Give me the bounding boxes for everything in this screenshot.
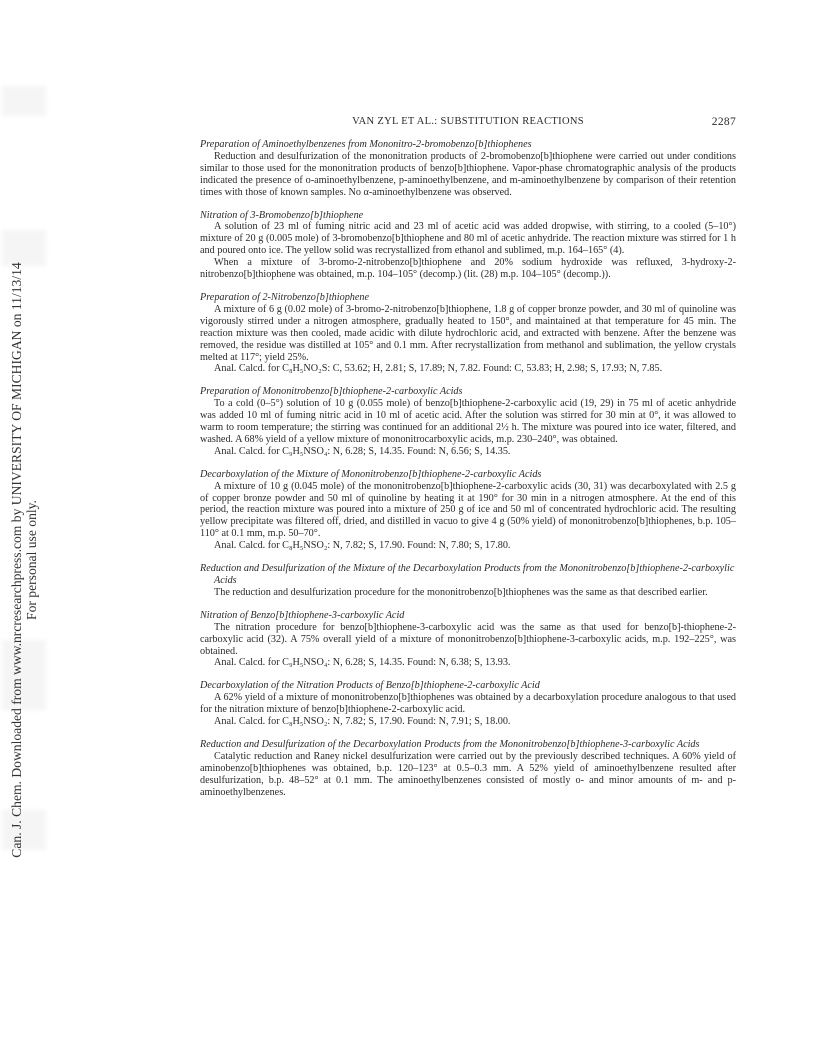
page-header bbox=[200, 116, 736, 130]
section-mononitro-2-carboxylic bbox=[200, 386, 736, 457]
section-title: Preparation of Aminoethylbenzenes from Mononitro-2-bromobenzo[b]thiophenes bbox=[200, 139, 532, 150]
page-number: 2287 bbox=[711, 116, 736, 128]
section-nitration-3-bromo bbox=[200, 210, 736, 281]
section-decarboxylation-2-carboxylic bbox=[200, 469, 736, 552]
paragraph: A solution of 23 ml of fuming nitric acid and 23 ml of acetic acid was added dropwise, with stirring, to a cooled (5–10°) mixture of 20 g (0.005 mole) of 3-bromobenzo[b]thiophene and 80 ml of acetic anhydride. The reaction mixture was stirred for 1 h and poured onto ice. The yellow solid was recrystallized from ethanol and sublimed, m.p. 164–165° (4). bbox=[200, 221, 736, 257]
paragraph: The reduction and desulfurization procedure for the mononitrobenzo[b]thiophenes was the same as that described earlier. bbox=[214, 586, 708, 598]
analysis-line: Anal. Calcd. for C₉H₅NSO₄: N, 6.28; S, 14.35. Found: N, 6.56; S, 14.35. bbox=[214, 445, 511, 457]
paragraph: A 62% yield of a mixture of mononitrobenzo[b]thiophenes was obtained by a decarboxylation procedure analogous to that used for the nitration mixture of benzo[b]thiophene-2-carboxylic acid. bbox=[200, 692, 736, 716]
section-reduction-decarboxylation-2 bbox=[200, 563, 736, 599]
section-title: Decarboxylation of the Nitration Products of Benzo[b]thiophene-2-carboxylic Acid bbox=[200, 680, 540, 692]
paragraph: To a cold (0–5°) solution of 10 g (0.055 mole) of benzo[b]thiophene-2-carboxylic acid (19, 29) in 75 ml of acetic anhydride was added 10 ml of fuming nitric acid in 10 ml of acetic acid. After the solution was stirred for 30 min at 0°, it was allowed to warm to room temperature; the stirring was continued for an additional 2½ h. The mixture was poured into ice water, filtered, and washed. A 68% yield of a yellow mixture of mononitrocarboxylic acids, m.p. 230–240°, was obtained. bbox=[200, 398, 736, 445]
analysis-line: Anal. Calcd. for C₈H₅NSO₂: N, 7.82; S, 17.90. Found: N, 7.91; S, 18.00. bbox=[214, 716, 511, 728]
section-aminoethylbenzenes-from-bromo bbox=[200, 139, 736, 199]
section-nitration-3-carboxylic bbox=[200, 610, 736, 670]
watermark-line-2: For personal use only. bbox=[24, 500, 39, 620]
section-decarboxylation-nitration-products bbox=[200, 680, 736, 728]
running-title: VAN ZYL ET AL.: SUBSTITUTION REACTIONS bbox=[352, 116, 584, 127]
analysis-line: Anal. Calcd. for C₈H₅NSO₂: N, 7.82; S, 17.90. Found: N, 7.80; S, 17.80. bbox=[214, 540, 511, 552]
section-2-nitrobenzo bbox=[200, 292, 736, 375]
paragraph: Catalytic reduction and Raney nickel desulfurization were carried out by the previously described techniques. A 60% yield of aminobenzo[b]thiophenes was obtained, b.p. 120–123° at 0.5–0.3 mm. A 52% yield of aminoethylbenzene resulted after desulfurization, b.p. 48–52° at 0.1 mm. The aminoethylbenzenes consisted of mostly o- and minor amounts of m- and p-aminoethylbenzenes. bbox=[200, 750, 736, 798]
section-title: Reduction and Desulfurization of the Decarboxylation Products from the Mononitrobenzo[b]thiophene-3-carboxylic Acids bbox=[200, 738, 700, 750]
download-watermark bbox=[0, 0, 48, 1055]
paragraph: A mixture of 6 g (0.02 mole) of 3-bromo-2-nitrobenzo[b]thiophene, 1.8 g of copper bronze powder, and 30 ml of quinoline was vigorously stirred under a nitrogen atmosphere, gradually heated to 150°, and maintained at that temperature for 45 min. The reaction mixture was then cooled, made acidic with dilute hydrochloric acid, and extracted with benzene. After the benzene was removed, the residue was distilled at 105° and 0.1 mm. After recrystallization from methanol and sublimation, the yellow crystals melted at 117°; yield 25%. bbox=[200, 303, 736, 363]
paragraph: The nitration procedure for benzo[b]thiophene-3-carboxylic acid was the same as that used for benzo[b]-thiophene-2-carboxylic acid (32). A 75% overall yield of a mixture of mononitrobenzo[b]thiophene-3-carboxylic acids, m.p. 192–225°, was obtained. bbox=[200, 621, 736, 657]
paragraph: A mixture of 10 g (0.045 mole) of the mononitrobenzo[b]thiophene-2-carboxylic acids (30, 31) was decarboxylated with 2.5 g of copper bronze powder and 50 ml of quinoline by heating it at 190° for 30 min in a nitrogen atmosphere. At the end of this period, the reaction mixture was poured into a mixture of 250 g of ice and 50 ml of concentrated hydrochloric acid. The resulting yellow precipitate was filtered off, dried, and distilled in vacuo to give 4 g (50% yield) of mononitrobenzo[b]thiophenes, b.p. 105–110° at 0.1 mm, m.p. 50–70°. bbox=[200, 480, 736, 540]
paragraph: Reduction and desulfurization of the mononitration products of 2-bromobenzo[b]thiophene were carried out under conditions similar to those used for the mononitration products of benzo[b]thiophene. Vapor-phase chromatographic analysis of the products indicated the presence of o-aminoethylbenzene, p-aminoethylbenzene, and m-aminoethylbenzene by comparison of their retention times with those of known samples. No α-aminoethylbenzene was observed. bbox=[200, 150, 736, 198]
article-body bbox=[200, 139, 736, 810]
section-reduction-decarboxylation-3 bbox=[200, 739, 736, 799]
watermark-line-1: Can. J. Chem. Downloaded from www.nrcresearchpress.com by UNIVERSITY OF MICHIGAN on 11/13/14 bbox=[9, 262, 24, 858]
analysis-line: Anal. Calcd. for C₈H₅NO₂S: C, 53.62; H, 2.81; S, 17.89; N, 7.82. Found: C, 53.83; H, 2.98; S, 17.93; N, 7.85. bbox=[214, 363, 663, 375]
section-title: Preparation of 2-Nitrobenzo[b]thiophene bbox=[200, 291, 370, 303]
section-title: Decarboxylation of the Mixture of Mononitrobenzo[b]thiophene-2-carboxylic Acids bbox=[200, 468, 542, 480]
watermark-text bbox=[9, 262, 39, 857]
section-title: Preparation of Mononitrobenzo[b]thiophene-2-carboxylic Acids bbox=[200, 386, 463, 398]
section-title: Nitration of Benzo[b]thiophene-3-carboxylic Acid bbox=[200, 609, 405, 621]
section-title: Reduction and Desulfurization of the Mixture of the Decarboxylation Products from the Mononitrobenzo[b]thiophene-2-carboxylic Acids bbox=[200, 563, 735, 586]
paragraph: When a mixture of 3-bromo-2-nitrobenzo[b]thiophene and 20% sodium hydroxide was refluxed, 3-hydroxy-2-nitrobenzo[b]thiophene was obtained, m.p. 104–105° (decomp.) (lit. (28) m.p. 104–105° (decomp.)). bbox=[200, 257, 736, 281]
analysis-line: Anal. Calcd. for C₉H₅NSO₄: N, 6.28; S, 14.35. Found: N, 6.38; S, 13.93. bbox=[214, 657, 511, 669]
section-title: Nitration of 3-Bromobenzo[b]thiophene bbox=[200, 209, 364, 221]
